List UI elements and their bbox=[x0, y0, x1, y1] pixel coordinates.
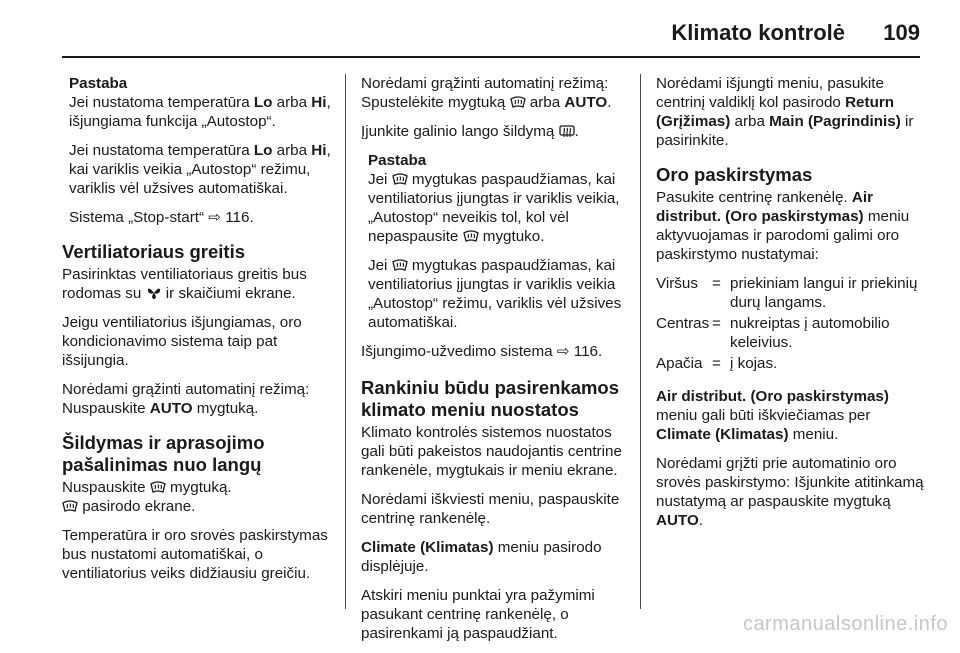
paragraph: pasirodo ekrane. bbox=[62, 497, 334, 516]
note-paragraph: Jei mygtukas paspaudžiamas, kai ventiliatorius įjungtas ir variklis veikia, „Autostop“ neveikis tol, kol vėl nepaspausite mygtuko. bbox=[368, 171, 620, 245]
paragraph: Jeigu ventiliatorius išjungiamas, oro kondicionavimo sistema taip pat išsijungia. bbox=[62, 314, 302, 369]
definition-description: į kojas. bbox=[730, 355, 778, 372]
definition-list bbox=[656, 274, 924, 375]
section-heading-manual-settings: Rankiniu būdu pasirenkamos klimato meniu nuostatos bbox=[361, 377, 620, 420]
page-ref-arrow-icon: ⇨ bbox=[556, 343, 570, 360]
note-paragraph: Jei nustatoma temperatūra Lo arba Hi, išjungiama funkcija „Autostop“. bbox=[69, 94, 331, 130]
definition-equals: = bbox=[712, 355, 721, 372]
paragraph: Pasirinktas ventiliatoriaus greitis bus rodomas su ir skaičiumi ekrane. bbox=[62, 266, 307, 302]
windscreen-defrost-icon bbox=[392, 171, 408, 188]
windscreen-defrost-icon bbox=[150, 479, 166, 496]
page-ref-arrow-icon: ⇨ bbox=[208, 209, 221, 226]
note-title: Pastaba bbox=[368, 152, 427, 169]
section-heading-defrost: Šildymas ir aprasojimo pašalinimas nuo langų bbox=[62, 432, 265, 475]
paragraph: Norėdami išjungti meniu, pasukite centrinį valdiklį kol pasirodo Return (Grįžimas) arba Main (Pagrindinis) ir pasirinkite. bbox=[656, 75, 914, 149]
page-reference[interactable]: 116. bbox=[225, 209, 254, 226]
paragraph: Nuspauskite mygtuką. bbox=[62, 479, 232, 496]
fan-icon bbox=[146, 285, 162, 302]
definition-description: priekiniam langui ir priekinių durų langams. bbox=[730, 275, 918, 311]
note-block bbox=[361, 151, 629, 332]
page-reference[interactable]: 116. bbox=[573, 343, 603, 360]
windscreen-defrost-icon bbox=[510, 94, 526, 111]
page-number: 109 bbox=[883, 20, 920, 45]
column-3 bbox=[656, 74, 924, 540]
paragraph: Pasukite centrinę rankenėlę. Air distribut. (Oro paskirstymas) meniu aktyvuojamas ir parodomi galimi oro paskirstymo nustatymai: bbox=[656, 189, 910, 263]
section-heading-air-distribution: Oro paskirstymas bbox=[656, 164, 813, 185]
definition-equals: = bbox=[712, 315, 721, 332]
definition-term: Centras bbox=[656, 315, 710, 332]
paragraph: Klimato kontrolės sistemos nuostatos gali būti pakeistos naudojantis centrine rankenėle, mygtukais ir meniu ekrane. bbox=[361, 424, 622, 479]
paragraph: Temperatūra ir oro srovės paskirstymas bus nustatomi automatiškai, o ventiliatorius veiks didžiausiu greičiu. bbox=[62, 527, 328, 582]
paragraph: Air distribut. (Oro paskirstymas) meniu gali būti iškviečiamas per Climate (Klimatas) meniu. bbox=[656, 388, 889, 443]
definition-description: nukreiptas į automobilio keleivius. bbox=[730, 315, 890, 351]
page-title: Klimato kontrolė bbox=[671, 20, 845, 45]
paragraph: Atskiri meniu punktai yra pažymimi pasukant centrinę rankenėlę, o pasirenkami ją paspaudžiant. bbox=[361, 587, 595, 642]
paragraph: Norėdami grąžinti automatinį režimą: Spustelėkite mygtuką arba AUTO. bbox=[361, 75, 612, 111]
definition-term: Apačia bbox=[656, 355, 703, 372]
header-rule bbox=[62, 56, 920, 58]
watermark: carmanualsonline.info bbox=[742, 613, 948, 635]
column-1 bbox=[62, 74, 334, 593]
rear-window-heating-icon bbox=[559, 123, 575, 140]
page-header bbox=[0, 0, 960, 58]
windscreen-defrost-icon bbox=[392, 257, 408, 274]
paragraph: Norėdami grįžti prie automatinio oro srovės paskirstymo: Išjunkite atitinkamą nustatymą ar paspauskite mygtuką AUTO. bbox=[656, 455, 924, 529]
note-title: Pastaba bbox=[69, 75, 128, 92]
section-heading-fan-speed: Vertiliatoriaus greitis bbox=[62, 241, 246, 262]
note-block bbox=[62, 74, 334, 227]
paragraph: Norėdami grąžinti automatinį režimą: Nuspauskite AUTO mygtuką. bbox=[62, 381, 310, 417]
definition-term: Viršus bbox=[656, 275, 698, 292]
paragraph: Norėdami iškviesti meniu, paspauskite centrinę rankenėlę. bbox=[361, 491, 620, 527]
paragraph: Išjungimo-užvedimo sistema ⇨ 116. bbox=[361, 343, 603, 360]
definition-equals: = bbox=[712, 275, 721, 292]
paragraph: Climate (Klimatas) meniu pasirodo displėjuje. bbox=[361, 539, 602, 575]
column-divider bbox=[345, 74, 346, 609]
windscreen-defrost-icon bbox=[62, 498, 78, 515]
column-divider bbox=[640, 74, 641, 609]
windscreen-defrost-icon bbox=[463, 228, 479, 245]
paragraph: Įjunkite galinio lango šildymą . bbox=[361, 123, 579, 140]
note-paragraph: Sistema „Stop-start“ ⇨ 116. bbox=[69, 209, 254, 226]
note-paragraph: Jei nustatoma temperatūra Lo arba Hi, kai variklis veikia „Autostop“ režimu, variklis vėl užsives automatiškai. bbox=[69, 142, 331, 197]
note-paragraph: Jei mygtukas paspaudžiamas, kai ventiliatorius įjungtas ir variklis veikia „Autostop“ režimu, variklis vėl užsives automatiškai. bbox=[368, 257, 622, 331]
column-2 bbox=[361, 74, 629, 653]
